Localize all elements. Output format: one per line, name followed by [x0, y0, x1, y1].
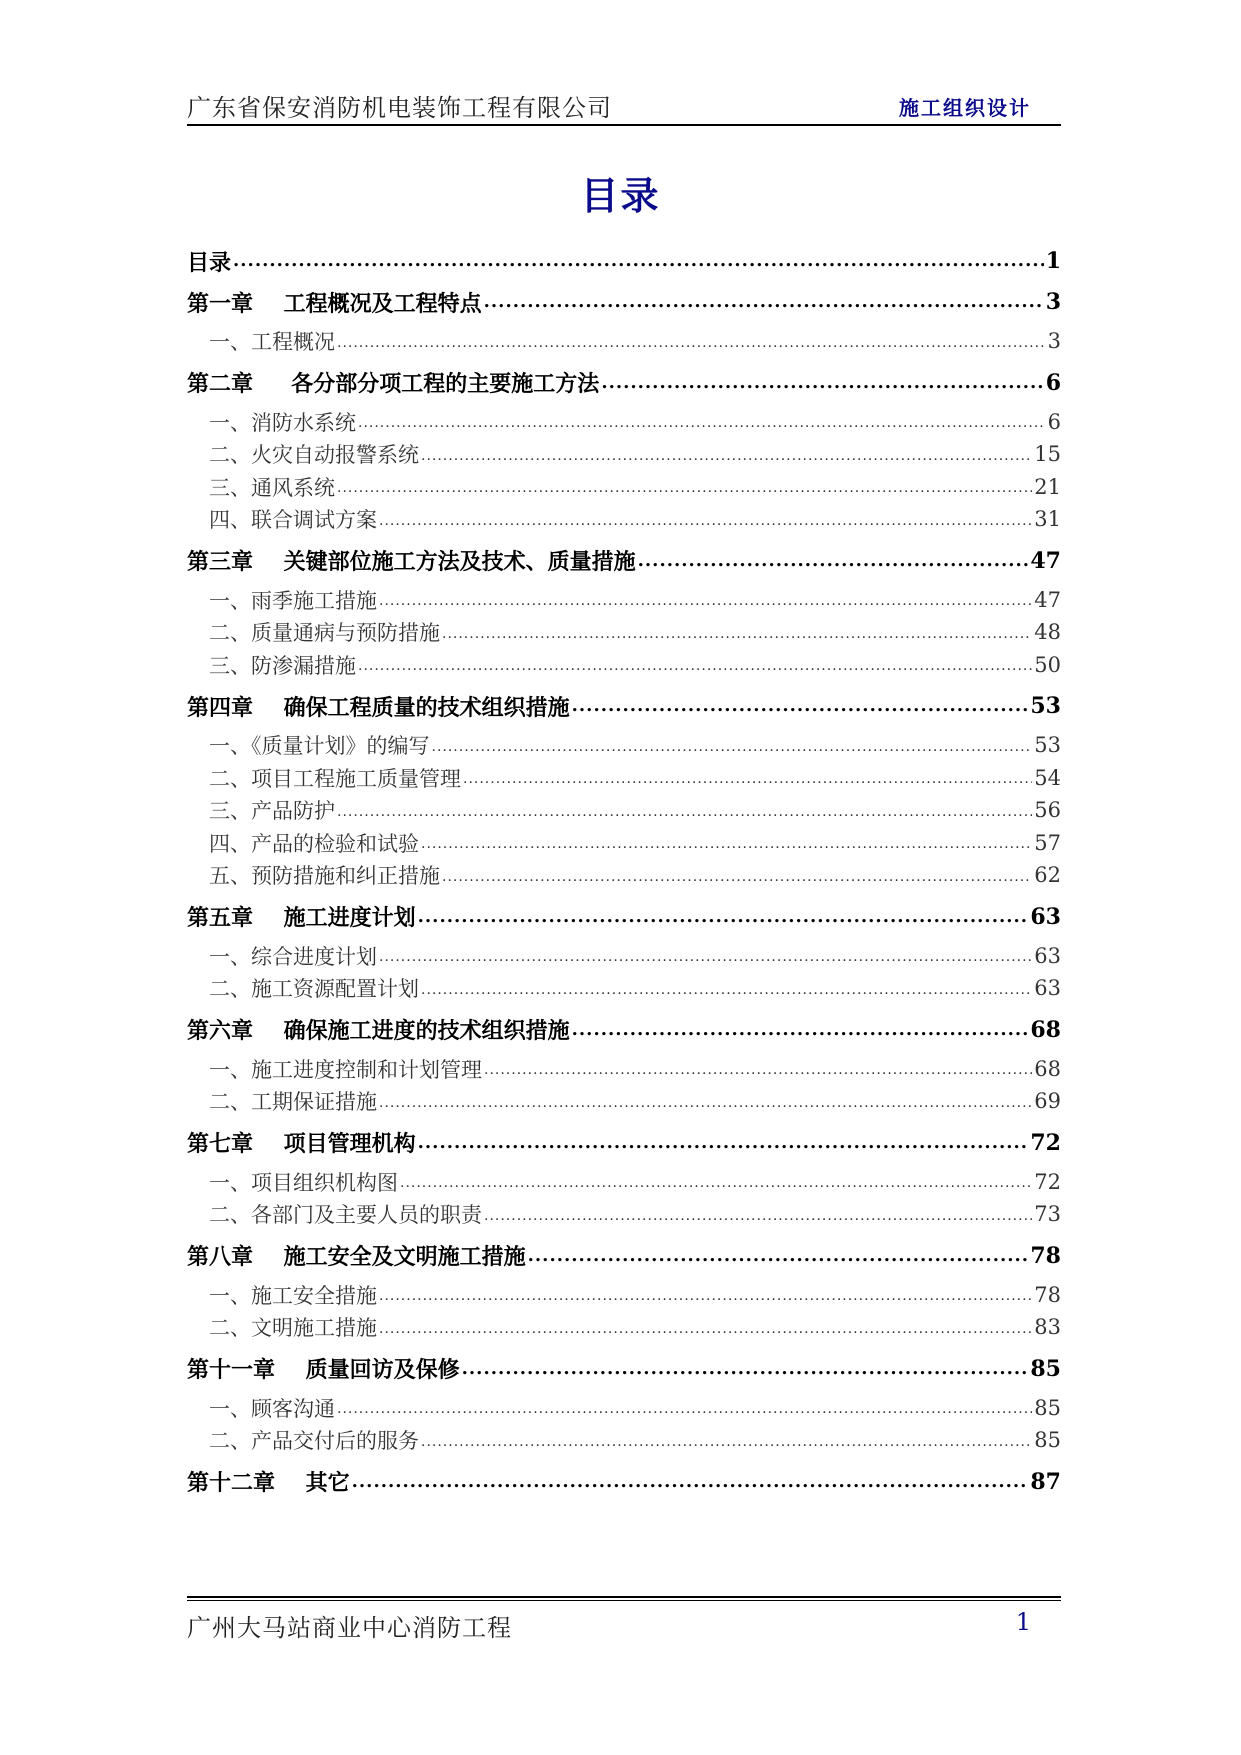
toc-entry-label: 四、产品的检验和试验: [209, 831, 419, 856]
toc-section-entry[interactable]: [187, 1279, 1061, 1312]
toc-entry-page: 68: [1034, 1056, 1061, 1081]
toc-dot-leader: [379, 1289, 1032, 1303]
footer-rule: [187, 1600, 1061, 1601]
toc-section-entry[interactable]: [187, 762, 1061, 795]
toc-entry-page: 3: [1047, 329, 1061, 354]
toc-section-entry[interactable]: [187, 438, 1061, 471]
toc-entry-page: 57: [1034, 830, 1061, 855]
toc-chapter-entry[interactable]: [187, 545, 1061, 577]
toc-entry-label: 第六章 确保施工进度的技术组织措施: [187, 1018, 570, 1044]
toc-section-entry[interactable]: [187, 1198, 1061, 1231]
toc-dot-leader: [484, 293, 1044, 311]
toc-entry-label: 一、雨季施工措施: [209, 588, 377, 613]
toc-chapter-entry[interactable]: [187, 1127, 1061, 1159]
toc-entry-page: 78: [1034, 1282, 1061, 1307]
toc-dot-leader: [572, 1021, 1029, 1039]
toc-entry-label: 一、《质量计划》的编写: [209, 734, 430, 759]
toc-entry-label: 二、项目工程施工质量管理: [209, 766, 461, 791]
toc-dot-leader: [432, 740, 1033, 754]
toc-entry-label: 第十一章 质量回访及保修: [187, 1357, 460, 1383]
toc-entry-label: 二、产品交付后的服务: [209, 1429, 419, 1454]
toc-entry-page: 31: [1034, 507, 1061, 532]
toc-entry-page: 50: [1034, 652, 1061, 677]
toc-entry-label: 第七章 项目管理机构: [187, 1131, 416, 1157]
toc-chapter-entry[interactable]: [187, 286, 1061, 318]
toc-dot-leader: [421, 449, 1032, 463]
toc-dot-leader: [421, 1435, 1032, 1449]
toc-chapter-entry[interactable]: [187, 1466, 1061, 1498]
toc-entry-page: 6: [1047, 409, 1061, 434]
toc-section-entry[interactable]: [187, 940, 1061, 973]
toc-entry-label: 二、文明施工措施: [209, 1316, 377, 1341]
toc-entry-page: 73: [1034, 1202, 1061, 1227]
toc-dot-leader: [379, 594, 1032, 608]
toc-section-entry[interactable]: [187, 616, 1061, 649]
toc-dot-leader: [379, 514, 1032, 528]
toc-dot-leader: [358, 416, 1046, 430]
toc-dot-leader: [400, 1176, 1032, 1190]
toc-entry-page: 69: [1034, 1089, 1061, 1114]
toc-dot-leader: [233, 252, 1044, 270]
toc-entry-page: 63: [1034, 976, 1061, 1001]
toc-section-entry[interactable]: [187, 1424, 1061, 1457]
toc-entry-label: 一、消防水系统: [209, 410, 356, 435]
toc-entry-page: 15: [1034, 442, 1061, 467]
toc-section-entry[interactable]: [187, 325, 1061, 358]
toc-section-entry[interactable]: [187, 649, 1061, 682]
toc-entry-page: 63: [1030, 903, 1061, 930]
toc-entry-label: 一、施工安全措施: [209, 1283, 377, 1308]
toc-dot-leader: [379, 1096, 1032, 1110]
toc-entry-label: 一、顾客沟通: [209, 1396, 335, 1421]
document-type: 施工组织设计: [899, 96, 1031, 120]
toc-entry-label: 第五章 施工进度计划: [187, 905, 416, 931]
toc-entry-label: 一、施工进度控制和计划管理: [209, 1057, 482, 1082]
toc-chapter-entry[interactable]: [187, 1353, 1061, 1385]
toc-entry-page: 47: [1034, 587, 1061, 612]
page-footer: [187, 1596, 1061, 1642]
toc-dot-leader: [337, 805, 1032, 819]
toc-entry-page: 1: [1045, 248, 1061, 274]
toc-entry-label: 三、通风系统: [209, 475, 335, 500]
toc-entry-label: 第十二章 其它: [187, 1470, 350, 1496]
toc-dot-leader: [601, 374, 1043, 392]
toc-dot-leader: [572, 697, 1029, 715]
toc-dot-leader: [418, 1134, 1029, 1152]
toc-entry-label: 二、施工资源配置计划: [209, 977, 419, 1002]
footer-rule: [187, 1596, 1061, 1598]
table-of-contents: [187, 245, 1061, 1498]
toc-dot-leader: [528, 1247, 1029, 1265]
toc-entry-page: 54: [1034, 765, 1061, 790]
toc-entry-label: 四、联合调试方案: [209, 508, 377, 533]
toc-dot-leader: [379, 1322, 1032, 1336]
toc-chapter-entry[interactable]: [187, 367, 1061, 399]
toc-entry-label: 二、工期保证措施: [209, 1090, 377, 1115]
toc-entry-label: 一、工程概况: [209, 330, 335, 355]
toc-entry-label: 二、各部门及主要人员的职责: [209, 1203, 482, 1228]
toc-entry-label: 第三章 关键部位施工方法及技术、质量措施: [187, 549, 636, 575]
toc-entry-page: 48: [1034, 620, 1061, 645]
toc-section-entry[interactable]: [187, 827, 1061, 860]
toc-entry-label: 目录: [187, 249, 232, 276]
toc-dot-leader: [358, 659, 1032, 673]
toc-entry-page: 72: [1034, 1169, 1061, 1194]
page-title: 目录: [580, 173, 661, 218]
page-number: 1: [1015, 1608, 1031, 1636]
toc-chapter-entry[interactable]: [187, 901, 1061, 933]
toc-entry-page: 85: [1030, 1355, 1061, 1382]
toc-section-entry[interactable]: [187, 972, 1061, 1005]
toc-dot-leader: [484, 1063, 1032, 1077]
toc-entry-label: 一、综合进度计划: [209, 944, 377, 969]
toc-dot-leader: [484, 1209, 1032, 1223]
toc-dot-leader: [442, 870, 1032, 884]
toc-section-entry[interactable]: [187, 584, 1061, 617]
toc-entry-page: 72: [1030, 1129, 1061, 1156]
toc-entry-page: 87: [1030, 1468, 1061, 1495]
toc-entry-label: 第八章 施工安全及文明施工措施: [187, 1244, 526, 1270]
toc-chapter-entry[interactable]: [187, 1014, 1061, 1046]
toc-dot-leader: [462, 1360, 1029, 1378]
toc-dot-leader: [463, 772, 1032, 786]
toc-entry-page: 85: [1034, 1395, 1061, 1420]
toc-chapter-entry[interactable]: [187, 245, 1061, 277]
toc-dot-leader: [638, 552, 1029, 570]
toc-section-entry[interactable]: [187, 859, 1061, 892]
toc-dot-leader: [337, 1402, 1032, 1416]
toc-section-entry[interactable]: [187, 1311, 1061, 1344]
toc-entry-label: 第二章 各分部分项工程的主要施工方法: [187, 371, 600, 397]
toc-entry-page: 63: [1034, 943, 1061, 968]
project-name: 广州大马站商业中心消防工程: [187, 1614, 512, 1642]
toc-entry-label: 第四章 确保工程质量的技术组织措施: [187, 694, 570, 721]
toc-entry-page: 6: [1045, 369, 1061, 396]
toc-dot-leader: [337, 336, 1046, 350]
toc-chapter-entry[interactable]: [187, 1240, 1061, 1272]
toc-entry-label: 三、防渗漏措施: [209, 653, 356, 678]
toc-dot-leader: [421, 983, 1032, 997]
toc-entry-page: 53: [1030, 693, 1061, 719]
toc-entry-page: 68: [1030, 1016, 1061, 1043]
toc-entry-label: 五、预防措施和纠正措施: [209, 864, 440, 889]
page-header: [187, 88, 1061, 126]
toc-entry-page: 83: [1034, 1315, 1061, 1340]
toc-section-entry[interactable]: [187, 1392, 1061, 1425]
toc-dot-leader: [421, 837, 1032, 851]
toc-section-entry[interactable]: [187, 794, 1061, 827]
toc-dot-leader: [379, 950, 1032, 964]
company-name: 广东省保安消防机电装饰工程有限公司: [187, 94, 612, 122]
toc-dot-leader: [337, 481, 1032, 495]
toc-section-entry[interactable]: [187, 1085, 1061, 1118]
toc-section-entry[interactable]: [187, 1166, 1061, 1199]
toc-entry-label: 第一章 工程概况及工程特点: [187, 290, 482, 317]
toc-entry-page: 21: [1034, 474, 1061, 499]
toc-entry-page: 62: [1034, 863, 1061, 888]
toc-entry-label: 二、质量通病与预防措施: [209, 621, 440, 646]
toc-entry-label: 三、产品防护: [209, 799, 335, 824]
toc-section-entry[interactable]: [187, 471, 1061, 504]
toc-entry-page: 53: [1034, 733, 1061, 758]
toc-entry-page: 56: [1034, 798, 1061, 823]
toc-section-entry[interactable]: [187, 503, 1061, 536]
toc-chapter-entry[interactable]: [187, 690, 1061, 722]
toc-section-entry[interactable]: [187, 406, 1061, 439]
toc-dot-leader: [442, 627, 1032, 641]
toc-section-entry[interactable]: [187, 729, 1061, 762]
toc-section-entry[interactable]: [187, 1053, 1061, 1086]
toc-dot-leader: [352, 1473, 1029, 1491]
toc-entry-label: 一、项目组织机构图: [209, 1170, 398, 1195]
toc-entry-page: 85: [1034, 1428, 1061, 1453]
toc-dot-leader: [418, 908, 1029, 926]
toc-entry-label: 二、火灾自动报警系统: [209, 443, 419, 468]
toc-entry-page: 47: [1030, 547, 1061, 574]
toc-entry-page: 3: [1045, 289, 1061, 315]
toc-entry-page: 78: [1030, 1242, 1061, 1269]
